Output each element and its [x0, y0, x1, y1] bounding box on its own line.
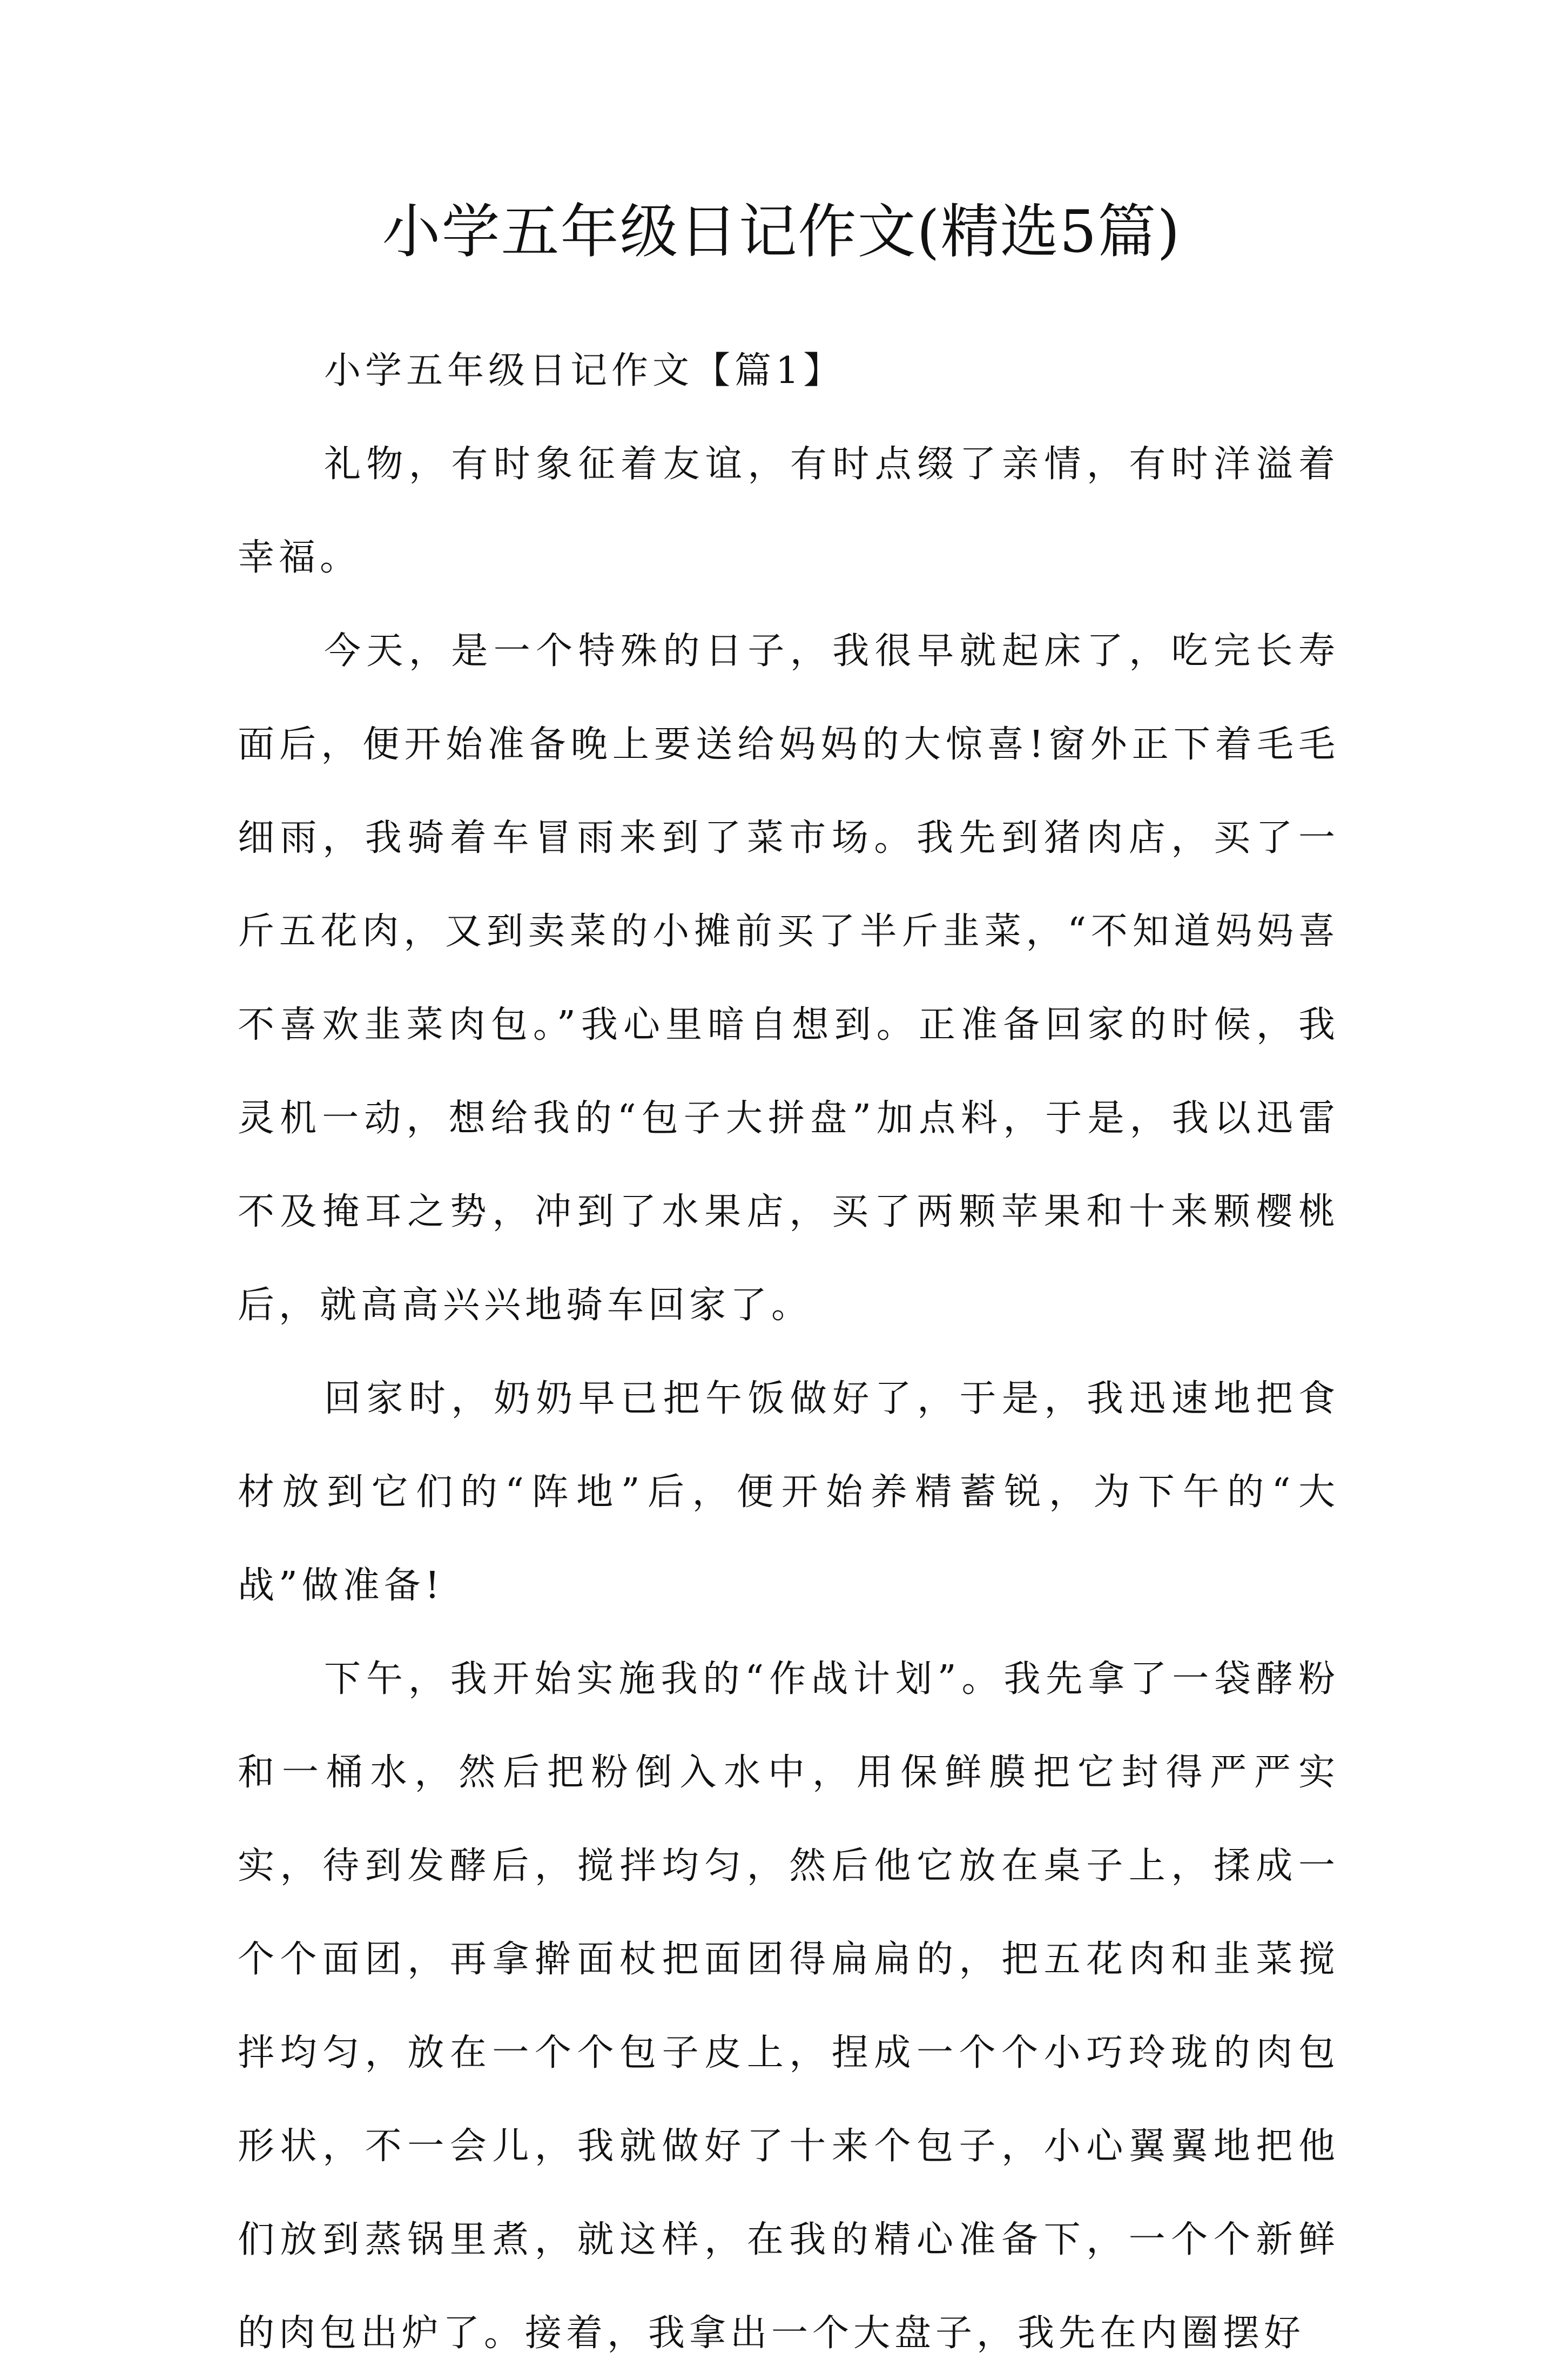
- paragraph-3: 回家时，奶奶早已把午饭做好了，于是，我迅速地把食材放到它们的“阵地”后，便开始养精蓄锐，为下午的“大战”做准备!: [238, 1377, 1339, 1607]
- paragraph-1: 礼物，有时象征着友谊，有时点缀了亲情，有时洋溢着幸福。: [238, 443, 1339, 579]
- document-title: 小学五年级日记作文(精选5篇): [382, 198, 1181, 266]
- section-heading: 小学五年级日记作文【篇1】: [324, 349, 845, 392]
- paragraph-2: 今天，是一个特殊的日子，我很早就起床了，吃完长寿面后，便开始准备晚上要送给妈妈的大惊喜!窗外正下着毛毛细雨，我骑着车冒雨来到了菜市场。我先到猪肉店，买了一斤五花肉，又到卖菜的小摊前买了半斤韭菜，“不知道妈妈喜不喜欢韭菜肉包。”我心里暗自想到。正准备回家的时候，我灵机一动，想给我的“包子大拼盘”加点料，于是，我以迅雷不及掩耳之势，冲到了水果店，买了两颗苹果和十来颗樱桃后，就高高兴兴地骑车回家了。: [238, 630, 1339, 1327]
- document-body: [238, 324, 1339, 2380]
- paragraph-4: 下午，我开始实施我的“作战计划”。我先拿了一袋酵粉和一桶水，然后把粉倒入水中，用保鲜膜把它封得严严实实，待到发酵后，搅拌均匀，然后他它放在桌子上，揉成一个个面团，再拿擀面杖把面团得扁扁的，把五花肉和韭菜搅拌均匀，放在一个个包子皮上，捏成一个个小巧玲珑的肉包形状，不一会儿，我就做好了十来个包子，小心翼翼地把他们放到蒸锅里煮，就这样，在我的精心准备下，一个个新鲜的肉包出炉了。接着，我拿出一个大盘子，我先在内圈摆好: [238, 1658, 1339, 2355]
